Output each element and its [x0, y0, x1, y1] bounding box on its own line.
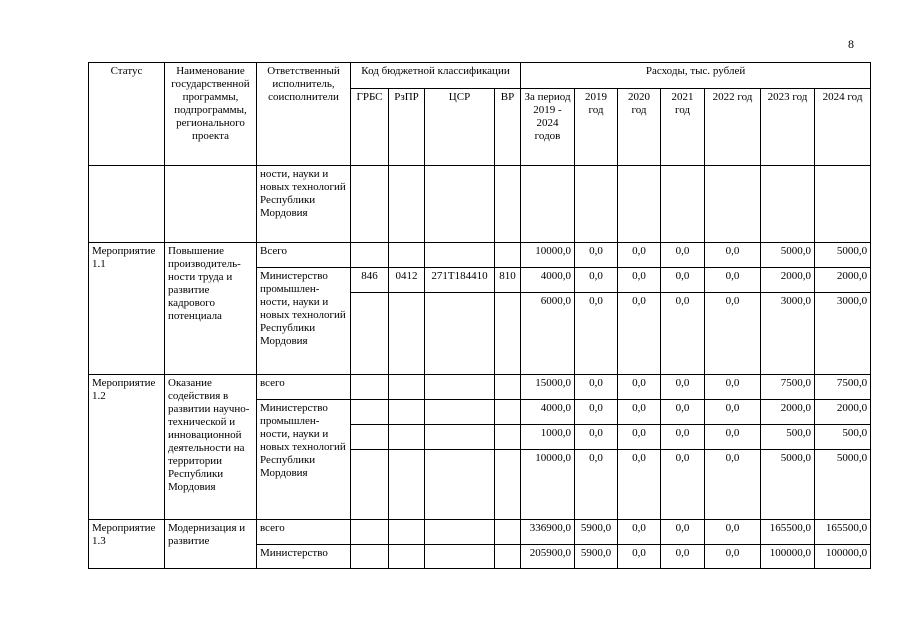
table-row: Министерство промышлен-ности, науки и новых технологий Республики Мордовия 4000,0 0,0 0,0 0,0 0,0 2000,0 2000,0: [89, 400, 871, 425]
status-cell: Мероприятие 1.1: [89, 243, 165, 375]
header-responsible: Ответственный исполнитель, соисполнители: [257, 63, 351, 166]
responsible-cell: Министерство промышлен-ности, науки и новых технологий Республики Мордовия: [257, 268, 351, 375]
table-row: [89, 166, 871, 243]
header-2022: 2022 год: [705, 89, 761, 166]
header-row-1: [89, 63, 871, 89]
table-row: Министерство промышлен-ности, науки и новых технологий Республики Мордовия 846 0412 271Т184410 810 4000,0 0,0 0,0 0,0 0,0 2000,0 2000,0: [89, 268, 871, 293]
name-cell: Модернизация и развитие: [165, 520, 257, 569]
table-row: 6000,0 0,0 0,0 0,0 0,0 3000,0 3000,0: [89, 293, 871, 375]
header-2024: 2024 год: [815, 89, 871, 166]
table-row: 1000,0 0,0 0,0 0,0 0,0 500,0 500,0: [89, 425, 871, 450]
header-2023: 2023 год: [761, 89, 815, 166]
budget-table: [88, 62, 871, 569]
header-status: Статус: [89, 63, 165, 166]
header-rzpr: РзПР: [389, 89, 425, 166]
status-cell: Мероприятие 1.3: [89, 520, 165, 569]
responsible-cell: всего: [257, 375, 351, 400]
name-cell: Оказание содействия в развитии научно-технической и инновационной деятельности на территории Республики Мордовия: [165, 375, 257, 520]
header-2020: 2020 год: [618, 89, 661, 166]
header-expenses: Расходы, тыс. рублей: [521, 63, 871, 89]
responsible-cell: Министерство промышлен-ности, науки и новых технологий Республики Мордовия: [257, 400, 351, 520]
header-budget-code: Код бюджетной классификации: [351, 63, 521, 89]
header-2021: 2021 год: [661, 89, 705, 166]
responsible-cell: ности, науки и новых технологий Республики Мордовия: [257, 166, 351, 243]
header-csr: ЦСР: [425, 89, 495, 166]
name-cell: Повышение производитель-ности труда и развитие кадрового потенциала: [165, 243, 257, 375]
responsible-cell: всего: [257, 520, 351, 545]
header-vr: ВР: [495, 89, 521, 166]
responsible-cell: Всего: [257, 243, 351, 268]
table-row: 10000,0 0,0 0,0 0,0 0,0 5000,0 5000,0: [89, 450, 871, 520]
responsible-cell: Министерство: [257, 545, 351, 569]
table-row: Министерство 205900,0 5900,0 0,0 0,0 0,0 100000,0 100000,0: [89, 545, 871, 569]
table-row: Мероприятие 1.1 Повышение производитель-ности труда и развитие кадрового потенциала Всего 10000,0 0,0 0,0 0,0 0,0 5000,0 5000,0: [89, 243, 871, 268]
status-cell: Мероприятие 1.2: [89, 375, 165, 520]
header-period: За период 2019 - 2024 годов: [521, 89, 575, 166]
table-row: Мероприятие 1.3 Модернизация и развитие всего 336900,0 5900,0 0,0 0,0 0,0 165500,0 165500,0: [89, 520, 871, 545]
header-2019: 2019 год: [575, 89, 618, 166]
page-number: 8: [848, 37, 854, 51]
header-grbs: ГРБС: [351, 89, 389, 166]
header-name: Наименование государственной программы, подпрограммы, регионального проекта: [165, 63, 257, 166]
table-row: Мероприятие 1.2 Оказание содействия в развитии научно-технической и инновационной деятельности на территории Республики Мордовия всего 15000,0 0,0 0,0 0,0 0,0 7500,0 7500,0: [89, 375, 871, 400]
